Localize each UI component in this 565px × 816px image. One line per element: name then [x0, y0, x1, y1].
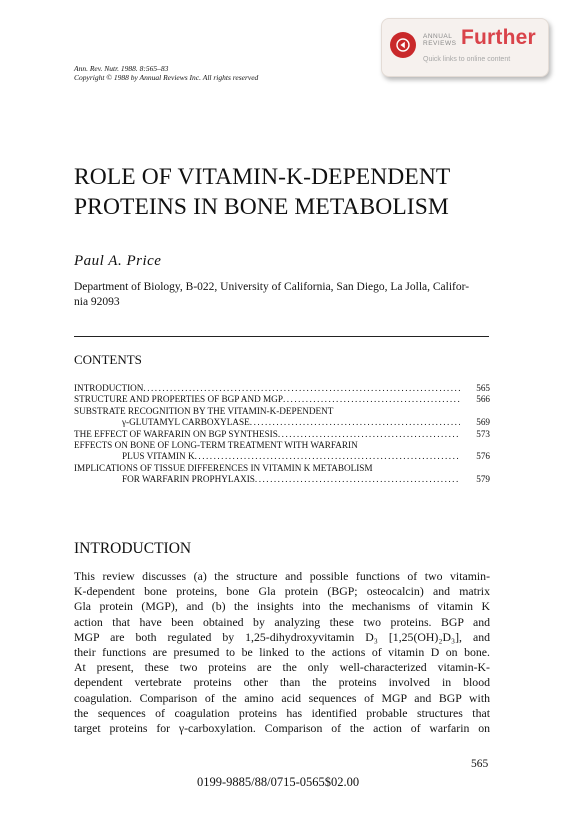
- title-line-1: ROLE OF VITAMIN-K-DEPENDENT: [74, 164, 451, 190]
- toc-label: EFFECTS ON BONE OF LONG-TERM TREATMENT WITH WARFARIN: [74, 440, 358, 451]
- toc-entry-structure[interactable]: [74, 394, 490, 405]
- copyright-line: Copyright © 1988 by Annual Reviews Inc. All rights reserved: [74, 73, 259, 82]
- toc-leader: [143, 383, 460, 394]
- title-line-2: PROTEINS IN BONE METABOLISM: [74, 194, 449, 220]
- paragraph-line: At present, these two proteins are the only well-characterized vitamin-K-: [74, 660, 490, 675]
- toc-page: 579: [476, 474, 490, 485]
- divider: [74, 336, 489, 337]
- introduction-paragraph: [74, 569, 490, 736]
- section-heading-introduction: INTRODUCTION: [74, 540, 192, 557]
- toc-label: SUBSTRATE RECOGNITION BY THE VITAMIN-K-DEPENDENT: [74, 405, 334, 416]
- toc-entry-warfarin[interactable]: [74, 429, 490, 440]
- banner-subtitle: Quick links to online content: [423, 56, 511, 63]
- play-back-icon[interactable]: [390, 32, 416, 58]
- page-number: 565: [471, 758, 489, 770]
- toc-entry-effects-cont[interactable]: [74, 451, 490, 462]
- paragraph-line: MGP are both regulated by 1,25-dihydroxyvitamin D₃ [1,25(OH)₂D₃], and: [74, 629, 490, 644]
- contents-heading: CONTENTS: [74, 352, 142, 367]
- toc-label: STRUCTURE AND PROPERTIES OF BGP AND MGP: [74, 394, 283, 405]
- toc-label: FOR WARFARIN PROPHYLAXIS: [122, 474, 255, 485]
- paragraph-line: their functions are presumed to be linked to the actions of vitamin D on bone.: [74, 645, 490, 660]
- paragraph-line: K-dependent bone proteins, bone Gla protein (BGP; osteocalcin) and matrix: [74, 584, 490, 599]
- table-of-contents: [74, 383, 490, 486]
- toc-page: 576: [476, 451, 490, 462]
- banner-further: Further: [461, 26, 536, 49]
- toc-entry-substrate-cont[interactable]: [74, 417, 490, 428]
- paragraph-line: action that have been obtained by analyzing these two proteins. BGP and: [74, 614, 490, 629]
- author-affiliation: [74, 280, 494, 310]
- toc-leader: [250, 417, 460, 428]
- toc-page: 566: [476, 394, 490, 405]
- article-title: [74, 162, 514, 222]
- paragraph-line: This review discusses (a) the structure and possible functions of two vitamin-: [74, 569, 490, 583]
- paragraph-line: coagulation. Comparison of the amino acid sequences of MGP and BGP with: [74, 690, 490, 705]
- toc-entry-implications-cont[interactable]: [74, 474, 490, 485]
- toc-label: γ-GLUTAMYL CARBOXYLASE: [122, 417, 250, 428]
- paragraph-line: target proteins for γ-carboxylation. Comparison of the action of warfarin on: [74, 721, 490, 736]
- toc-label: PLUS VITAMIN K: [122, 451, 195, 462]
- toc-label: INTRODUCTION: [74, 383, 144, 393]
- paragraph-line: Gla protein (MGP), and (b) the insights into the mechanisms of vitamin K: [74, 599, 490, 614]
- toc-label: THE EFFECT OF WARFARIN ON BGP SYNTHESIS: [74, 428, 278, 439]
- further-banner[interactable]: [381, 18, 549, 77]
- toc-entry-implications[interactable]: [74, 463, 490, 474]
- footer-code: 0199-9885/88/0715-0565$02.00: [197, 775, 360, 789]
- paragraph-line: the sequences of coagulation proteins has identified probable structures that: [74, 705, 490, 720]
- toc-leader: [255, 474, 460, 485]
- toc-leader: [283, 394, 460, 405]
- toc-entry-effects[interactable]: [74, 440, 490, 451]
- toc-entry-substrate[interactable]: [74, 406, 490, 417]
- paragraph-line: dependent vertebrate proteins other than the proteins involved in blood: [74, 675, 490, 690]
- toc-page: 565: [476, 383, 490, 393]
- affiliation-line-1: Department of Biology, B-022, University of California, San Diego, La Jolla, Califor-: [74, 281, 470, 293]
- toc-leader: [278, 429, 460, 440]
- banner-annual-reviews: ANNUAL REVIEWS: [423, 33, 457, 47]
- citation-line: Ann. Rev. Nutr. 1988. 8:565–83: [74, 64, 169, 73]
- journal-citation: [74, 64, 258, 82]
- author-name: Paul A. Price: [74, 253, 162, 269]
- affiliation-line-2: nia 92093: [74, 296, 120, 308]
- toc-page: 573: [476, 428, 490, 439]
- toc-entry-introduction[interactable]: [74, 383, 490, 394]
- toc-page: 569: [476, 417, 490, 428]
- toc-label: IMPLICATIONS OF TISSUE DIFFERENCES IN VITAMIN K METABOLISM: [74, 462, 373, 473]
- toc-leader: [195, 451, 460, 462]
